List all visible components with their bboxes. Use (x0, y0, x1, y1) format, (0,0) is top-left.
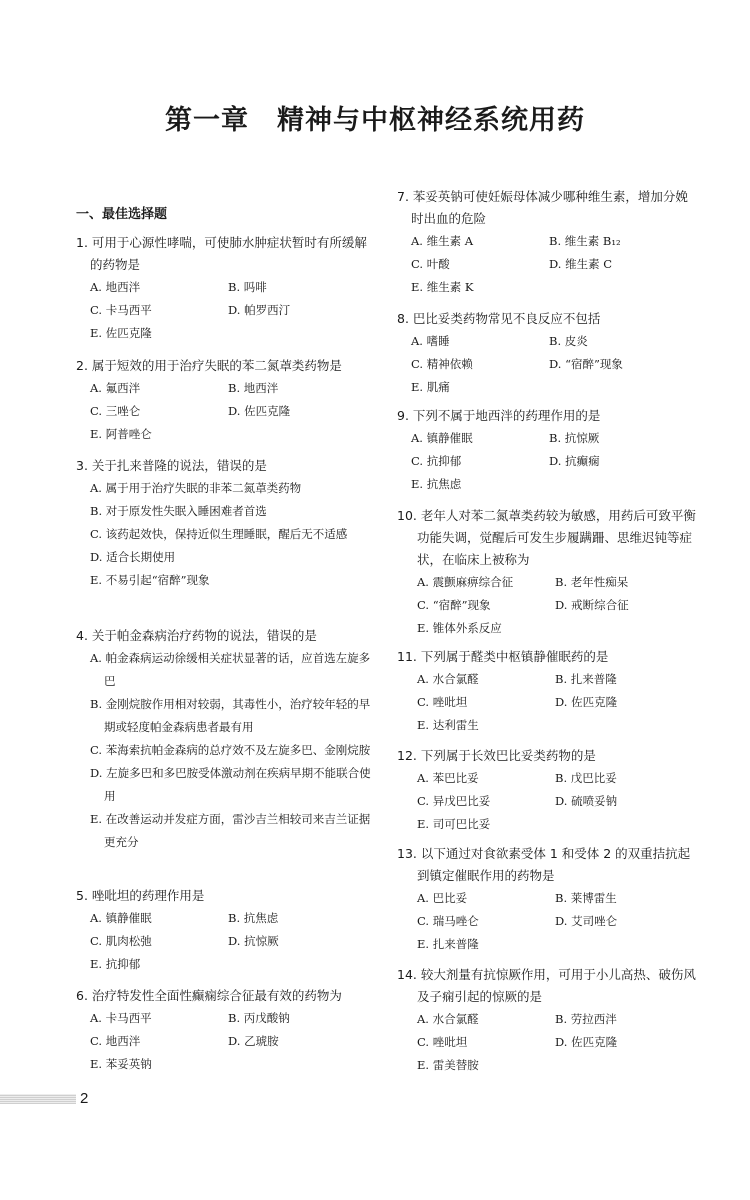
option-d: D. 帕罗西汀 (228, 303, 291, 317)
options (90, 276, 378, 345)
question-stem: 5. 唑吡坦的药理作用是 (76, 888, 205, 903)
question-2 (76, 355, 378, 446)
option-b: B. 抗惊厥 (549, 431, 600, 445)
options (90, 377, 378, 446)
question-5 (76, 885, 378, 976)
option-d: D. 戒断综合征 (555, 598, 629, 612)
option-b: B. 金刚烷胺作用相对较弱，其毒性小，治疗较年轻的早期或轻度帕金森病患者最有用 (90, 697, 371, 734)
option-e: E. 达利雷生 (417, 718, 479, 732)
option-c: C. “宿醉”现象 (417, 598, 491, 612)
options (411, 230, 699, 299)
question-6 (76, 985, 378, 1076)
question-13 (397, 843, 699, 956)
options (417, 887, 699, 956)
option-d: D. 抗惊厥 (228, 934, 279, 948)
option-a: A. 嗜睡 (411, 334, 450, 348)
question-9 (397, 405, 699, 496)
option-a: A. 水合氯醛 (417, 1012, 479, 1026)
option-b: B. 地西泮 (228, 381, 279, 395)
option-a: A. 镇静催眠 (90, 911, 152, 925)
options (90, 477, 378, 592)
option-c: C. 精神依赖 (411, 357, 473, 371)
option-a: A. 巴比妥 (417, 891, 468, 905)
question-10 (397, 505, 699, 640)
option-a: A. 苯巴比妥 (417, 771, 479, 785)
question-4 (76, 625, 378, 854)
question-stem: 9. 下列不属于地西泮的药理作用的是 (397, 408, 601, 423)
option-c: C. 地西泮 (90, 1034, 141, 1048)
option-e: E. 在改善运动并发症方面，雷沙吉兰相较司来吉兰证据更充分 (90, 812, 371, 849)
option-d: D. 佐匹克隆 (228, 404, 291, 418)
option-e: E. 抗抑郁 (90, 957, 141, 971)
question-7 (397, 186, 699, 299)
option-d: D. 硫喷妥钠 (555, 794, 618, 808)
chapter-title: 第一章 精神与中枢神经系统用药 (165, 105, 585, 136)
question-stem: 4. 关于帕金森病治疗药物的说法，错误的是 (76, 628, 317, 643)
option-c: C. 肌肉松弛 (90, 934, 152, 948)
question-stem: 13. 以下通过对食欲素受体 1 和受体 2 的双重拮抗起到镇定催眠作用的药物是 (397, 846, 691, 883)
option-b: B. 对于原发性失眠入睡困难者首选 (90, 504, 267, 518)
option-b: B. 吗啡 (228, 280, 267, 294)
option-d: D. 维生素 C (549, 257, 613, 271)
question-stem: 12. 下列属于长效巴比妥类药物的是 (397, 748, 596, 763)
question-stem: 11. 下列属于醛类中枢镇静催眠药的是 (397, 649, 609, 664)
option-e: E. 抗焦虑 (411, 477, 462, 491)
question-stem: 6. 治疗特发性全面性癫痫综合征最有效的药物为 (76, 988, 342, 1003)
question-12 (397, 745, 699, 836)
question-11 (397, 646, 699, 737)
options (411, 330, 699, 399)
question-3 (76, 455, 378, 592)
question-stem: 3. 关于扎来普隆的说法，错误的是 (76, 458, 267, 473)
footer-bar (0, 1094, 76, 1104)
option-e: E. 肌痛 (411, 380, 450, 394)
option-d: D. 佐匹克隆 (555, 1035, 618, 1049)
option-e: E. 锥体外系反应 (417, 621, 502, 635)
option-d: D. “宿醉”现象 (549, 357, 623, 371)
option-b: B. 老年性痴呆 (555, 575, 629, 589)
option-e: E. 扎来普隆 (417, 937, 479, 951)
option-b: B. 皮炎 (549, 334, 588, 348)
options (417, 571, 699, 640)
option-b: B. 维生素 B₁₂ (549, 234, 621, 248)
option-d: D. 适合长期使用 (90, 550, 176, 564)
question-stem: 2. 属于短效的用于治疗失眠的苯二氮䓬类药物是 (76, 358, 342, 373)
option-c: C. 抗抑郁 (411, 454, 462, 468)
option-c: C. 该药起效快，保持近似生理睡眠，醒后无不适感 (90, 527, 348, 541)
option-c: C. 卡马西平 (90, 303, 152, 317)
option-b: B. 扎来普隆 (555, 672, 617, 686)
option-e: E. 佐匹克隆 (90, 326, 152, 340)
option-b: B. 戊巴比妥 (555, 771, 617, 785)
option-d: D. 抗癫痫 (549, 454, 600, 468)
question-stem: 7. 苯妥英钠可使妊娠母体减少哪种维生素，增加分娩时出血的危险 (397, 189, 688, 226)
option-a: A. 镇静催眠 (411, 431, 473, 445)
question-stem: 1. 可用于心源性哮喘，可使肺水肿症状暂时有所缓解的药物是 (76, 235, 367, 272)
option-c: C. 异戊巴比妥 (417, 794, 491, 808)
option-c: C. 叶酸 (411, 257, 450, 271)
option-e: E. 司可巴比妥 (417, 817, 491, 831)
options (417, 767, 699, 836)
option-d: D. 佐匹克隆 (555, 695, 618, 709)
question-14 (397, 964, 699, 1077)
option-d: D. 乙琥胺 (228, 1034, 279, 1048)
option-e: E. 雷美替胺 (417, 1058, 479, 1072)
options (411, 427, 699, 496)
option-a: A. 氟西泮 (90, 381, 141, 395)
option-a: A. 卡马西平 (90, 1011, 152, 1025)
section-heading: 一、最佳选择题 (76, 207, 168, 222)
option-a: A. 地西泮 (90, 280, 141, 294)
options (417, 1008, 699, 1077)
option-e: E. 维生素 K (411, 280, 474, 294)
question-1 (76, 232, 378, 345)
option-b: B. 丙戊酸钠 (228, 1011, 290, 1025)
option-a: A. 震颤麻痹综合征 (417, 575, 514, 589)
question-stem: 14. 较大剂量有抗惊厥作用，可用于小儿高热、破伤风及子痫引起的惊厥的是 (397, 967, 696, 1004)
option-e: E. 苯妥英钠 (90, 1057, 152, 1071)
question-stem: 8. 巴比妥类药物常见不良反应不包括 (397, 311, 601, 326)
options (90, 907, 378, 976)
option-e: E. 阿普唑仑 (90, 427, 152, 441)
options (417, 668, 699, 737)
option-c: C. 三唑仑 (90, 404, 141, 418)
option-a: A. 水合氯醛 (417, 672, 479, 686)
option-a: A. 帕金森病运动徐缓相关症状显著的话，应首选左旋多巴 (90, 651, 371, 688)
question-8 (397, 308, 699, 399)
option-c: C. 瑞马唑仑 (417, 914, 479, 928)
option-e: E. 不易引起“宿醉”现象 (90, 573, 210, 587)
page-number: 2 (80, 1090, 89, 1107)
option-a: A. 维生素 A (411, 234, 474, 248)
option-d: D. 艾司唑仑 (555, 914, 618, 928)
option-b: B. 劳拉西泮 (555, 1012, 617, 1026)
option-b: B. 抗焦虑 (228, 911, 279, 925)
question-stem: 10. 老年人对苯二氮䓬类药较为敏感，用药后可致平衡功能失调，觉醒后可发生步履蹒跚、思维迟钝等症状，在临床上被称为 (397, 508, 696, 567)
options (90, 647, 378, 854)
option-d: D. 左旋多巴和多巴胺受体激动剂在疾病早期不能联合使用 (90, 766, 371, 803)
option-b: B. 莱博雷生 (555, 891, 617, 905)
option-c: C. 唑吡坦 (417, 1035, 468, 1049)
option-c: C. 唑吡坦 (417, 695, 468, 709)
option-a: A. 属于用于治疗失眠的非苯二氮䓬类药物 (90, 481, 302, 495)
option-c: C. 苯海索抗帕金森病的总疗效不及左旋多巴、金刚烷胺 (90, 743, 371, 757)
options (90, 1007, 378, 1076)
